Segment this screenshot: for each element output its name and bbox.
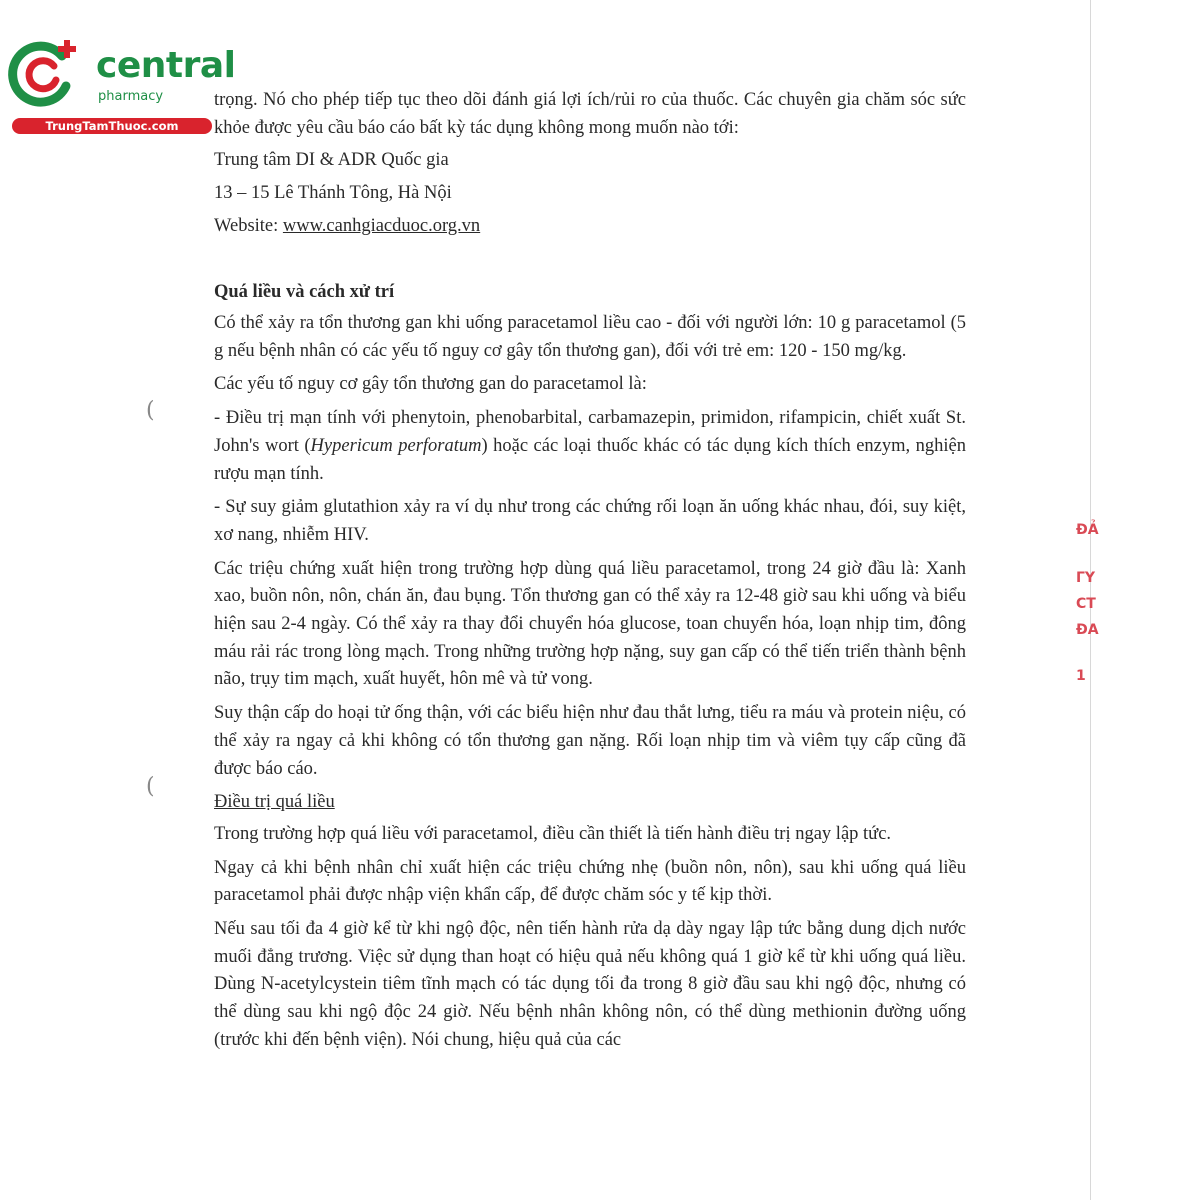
website-link[interactable]: www.canhgiacduoc.org.vn bbox=[282, 216, 481, 236]
website-label: Website: bbox=[214, 216, 283, 236]
logo-c-cross-icon bbox=[10, 38, 84, 108]
paragraph: Các yếu tố nguy cơ gây tổn thương gan do paracetamol là: bbox=[214, 374, 647, 395]
address-website-line bbox=[214, 212, 480, 240]
intro-paragraph: trọng. Nó cho phép tiếp tục theo dõi đánh giá lợi ích/rủi ro của thuốc. Các chuyên gia chăm sóc sức khỏe được yêu cầu báo cáo bất kỳ tác dụng không mong muốn nào tới: bbox=[214, 90, 966, 138]
paragraph: - Sự suy giảm glutathion xảy ra ví dụ như trong các chứng rối loạn ăn uống khác nhau, đói, suy kiệt, xơ nang, nhiễm HIV. bbox=[214, 497, 966, 545]
stamp-fragment: 1 bbox=[1076, 668, 1086, 684]
logo-name: central bbox=[96, 45, 236, 86]
margin-mark: ( bbox=[146, 774, 155, 799]
margin-mark: ( bbox=[146, 398, 155, 423]
pharmacy-logo[interactable] bbox=[10, 38, 236, 138]
subheading: Điều trị quá liều bbox=[214, 792, 335, 813]
paragraph: Ngay cả khi bệnh nhân chỉ xuất hiện các triệu chứng nhẹ (buồn nôn, nôn), sau khi uống quá liều paracetamol phải được nhập viện khẩn cấp, để được chăm sóc y tế kịp thời. bbox=[214, 857, 966, 906]
logo-subtitle: pharmacy bbox=[98, 89, 164, 104]
latin-name: Hypericum perforatum bbox=[310, 435, 482, 456]
section-heading: Quá liều và cách xử trí bbox=[214, 282, 395, 302]
address-street: 13 – 15 Lê Thánh Tông, Hà Nội bbox=[214, 183, 452, 203]
address-org: Trung tâm DI & ADR Quốc gia bbox=[214, 150, 449, 170]
paragraph: Các triệu chứng xuất hiện trong trường hợp dùng quá liều paracetamol, trong 24 giờ đầu là: Xanh xao, buồn nôn, nôn, chán ăn, đau bụng. Tổn thương gan có thể xảy ra 12-48 giờ sau khi uống và biểu hiện sau 2-4 ngày. Có thể xảy ra thay đổi chuyển hóa glucose, toan chuyển hóa, loạn nhịp tim, đông máu rải rác trong lòng mạch. Trong những trường hợp nặng, suy gan cấp có thể tiến triển thành bệnh não, trụy tim mạch, xuất huyết, hôn mê và tử vong. bbox=[214, 558, 966, 690]
paragraph-text: ) hoặc các loại thuốc khác có tác dụng kích thích enzym, nghiện rượu mạn tính. bbox=[214, 435, 966, 484]
paragraph: Trong trường hợp quá liều với paracetamol, điều cần thiết là tiến hành điều trị ngay lập tức. bbox=[214, 823, 892, 844]
paragraph-text: - Điều trị mạn tính với phenytoin, phenobarbital, carbamazepin, primidon, rifampicin, chiết xuất St. John's wort ( bbox=[214, 408, 966, 456]
stamp-fragment: ĐẢ bbox=[1076, 522, 1099, 538]
paragraph: Nếu sau tối đa 4 giờ kể từ khi ngộ độc, nên tiến hành rửa dạ dày ngay lập tức bằng dung dịch nước muối đẳng trương. Việc sử dụng than hoạt có hiệu quả nếu không quá 1 giờ kể từ khi uống quá liều. Dùng N-acetylcystein tiêm tĩnh mạch có tác dụng tối đa trong 8 giờ đầu sau khi ngộ độc, nhưng có thể dùng sau khi ngộ độc 24 giờ. Nếu bệnh nhân không nôn, có thể dùng methionin đường uống (trước khi đến bệnh viện). Nói chung, hiệu quả của các bbox=[214, 919, 966, 1050]
stamp-fragment: ĐA bbox=[1076, 622, 1099, 638]
section-body bbox=[214, 310, 966, 1061]
paragraph: Có thể xảy ra tổn thương gan khi uống paracetamol liều cao - đối với người lớn: 10 g paracetamol (5 g nếu bệnh nhân có các yếu tố nguy cơ gây tổn thương gan), đối với trẻ em: 120 - 150 mg/kg. bbox=[214, 313, 966, 361]
stamp-fragment: ΓΥ bbox=[1076, 570, 1096, 586]
stamp-fragment: СТ bbox=[1076, 596, 1096, 612]
paragraph: Suy thận cấp do hoại tử ống thận, với các biểu hiện như đau thắt lưng, tiểu ra máu và protein niệu, có thể xảy ra ngay cả khi không có tổn thương gan nặng. Rối loạn nhịp tim và viêm tụy cấp cũng đã được báo cáo. bbox=[214, 703, 966, 779]
paragraph bbox=[214, 405, 966, 488]
logo-url-badge[interactable]: TrungTamThuoc.com bbox=[12, 118, 212, 134]
